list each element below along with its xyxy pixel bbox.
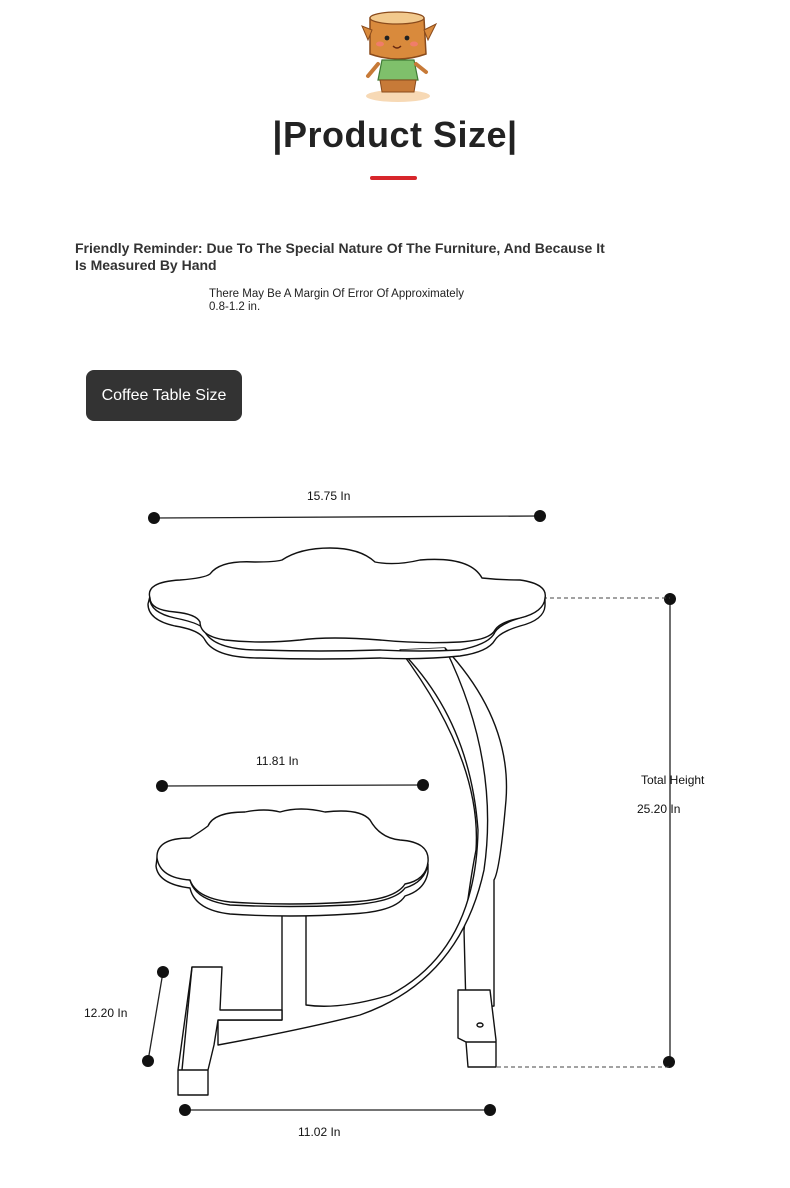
tree-stump-mascot-icon (362, 12, 436, 102)
dimension-base-width (179, 1104, 496, 1116)
dimension-lower-height (142, 966, 169, 1067)
friendly-reminder-text: Friendly Reminder: Due To The Special Nature Of The Furniture, And Because It Is Measured By Hand (75, 240, 605, 273)
dimension-total-height (497, 593, 676, 1068)
section-badge-label: Coffee Table Size (101, 387, 227, 404)
margin-of-error-text: There May Be A Margin Of Error Of Approximately 0.8-1.2 in. (209, 288, 465, 313)
label-lower-width: 11.81 In (256, 754, 299, 768)
coffee-table-illustration (148, 548, 545, 1095)
label-total-height: Total Height (641, 773, 705, 787)
title-underline-accent (370, 176, 417, 180)
label-lower-height: 12.20 In (84, 1006, 128, 1020)
label-base-width: 11.02 In (298, 1125, 341, 1139)
label-total-height-value: 25.20 In (637, 802, 681, 816)
label-top-width: 15.75 In (307, 489, 351, 503)
dimension-top-width (148, 510, 546, 524)
page-title: |Product Size| (272, 114, 518, 155)
dimension-lower-width (156, 779, 429, 792)
